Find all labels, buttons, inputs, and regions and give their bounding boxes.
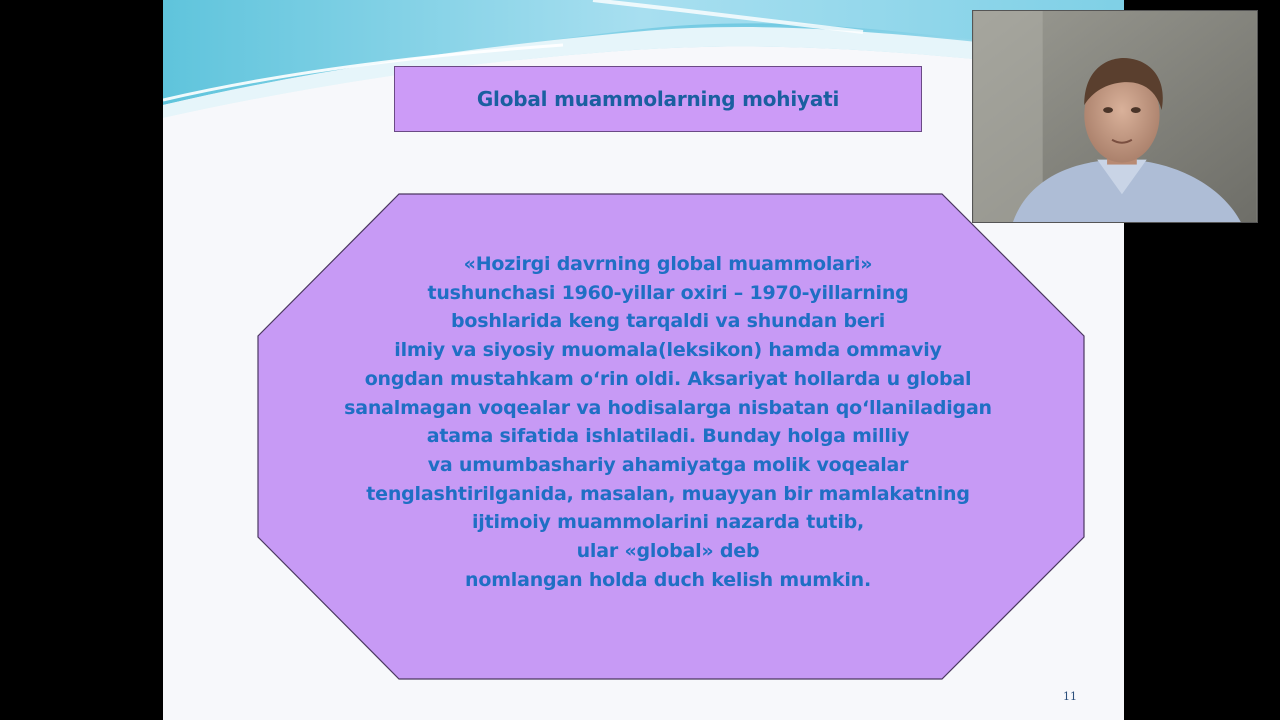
body-line: ijtimoiy muammolarini nazarda tutib, bbox=[471, 511, 865, 534]
body-line: tushunchasi 1960-yillar oxiri – 1970-yillarning bbox=[427, 281, 909, 304]
body-line: ular «global» deb bbox=[576, 540, 760, 563]
presenter-webcam-overlay bbox=[972, 10, 1258, 223]
body-line: va umumbashariy ahamiyatga molik voqealar bbox=[427, 453, 909, 476]
body-line: tenglashtirilganida, masalan, muayyan bir mamlakatning bbox=[366, 482, 970, 505]
body-line: ongdan mustahkam o‘rin oldi. Aksariyat hollarda u global bbox=[364, 367, 972, 390]
body-line: «Hozirgi davrning global muammolari» bbox=[463, 253, 873, 275]
slide-title: Global muammolarning mohiyati bbox=[476, 87, 840, 111]
presenter-video-icon bbox=[973, 11, 1257, 222]
body-line: ilmiy va siyosiy muomala(leksikon) hamda ommaviy bbox=[394, 339, 942, 362]
body-line: nomlangan holda duch kelish mumkin. bbox=[465, 568, 871, 591]
slide-body-text bbox=[303, 250, 1033, 594]
slide-page-number: 11 bbox=[1063, 690, 1077, 703]
body-line: sanalmagan voqealar va hodisalarga nisbatan qo‘llaniladigan bbox=[344, 396, 992, 419]
slide-title-box bbox=[394, 66, 922, 132]
body-line: atama sifatida ishlatiladi. Bunday holga milliy bbox=[426, 425, 910, 448]
body-line: boshlarida keng tarqaldi va shundan beri bbox=[450, 310, 886, 333]
